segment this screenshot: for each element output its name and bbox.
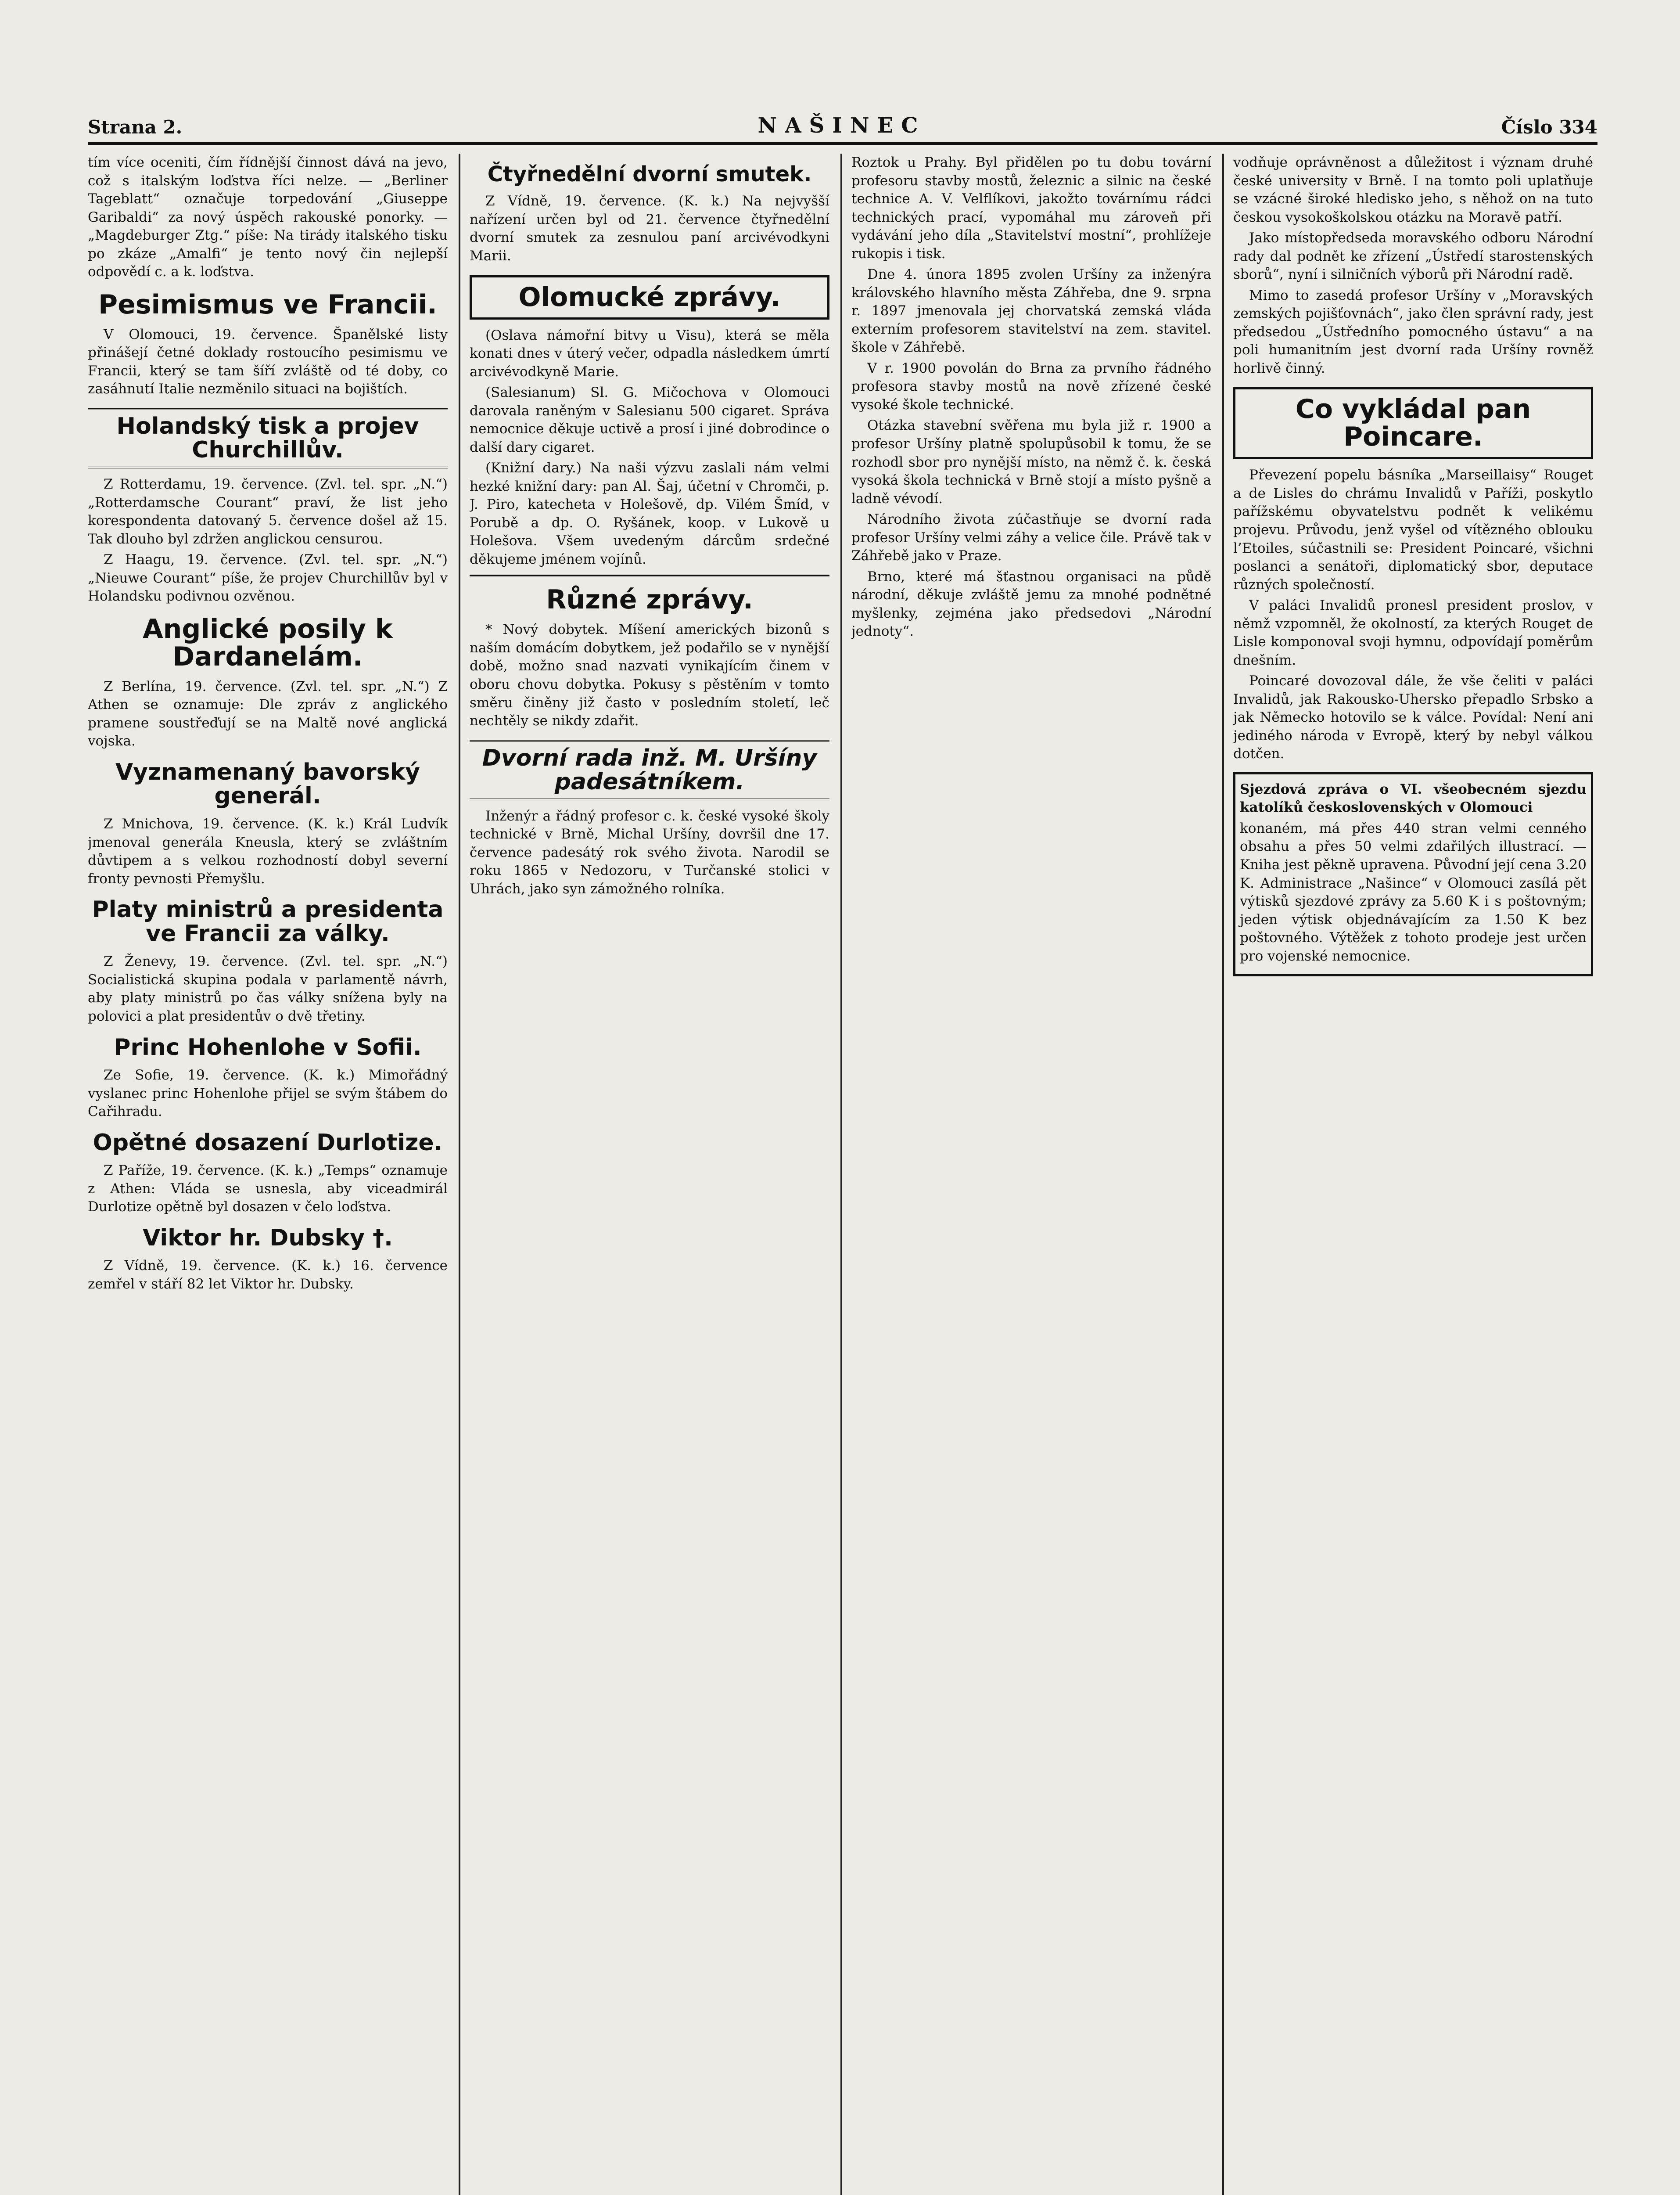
headline: Holandský tisk a projev Churchillův. bbox=[88, 408, 448, 468]
article-text: Z Ženevy, 19. července. (Zvl. tel. spr. „N.“) Socialistická skupina podala v parlamentě návrh, aby platy ministrů po čas války snížena byly na polovici a plat presidentův o dvě třetiny. bbox=[88, 954, 448, 1024]
article-text: Z Vídně, 19. července. (K. k.) Na nejvyšší nařízení určen byl od 21. července čtyřnedělní dvorní smutek za zesnulou paní arcivévodkyni Marii. bbox=[470, 193, 829, 264]
advertisement-text: konaném, má přes 440 stran velmi cenného obsahu a přes 50 velmi zdařilých illustrací. — Kniha jest pěkně upravena. Původní její cena 3.20 K. Administrace „Našince“ v Olomouci zasílá pět výtisků sjezdové zprávy za 5.60 K i s poštovným; jeden výtisk objednávajícím za 1.50 K bez poštovného. Výtěžek z tohoto prodeje jest určen pro vojenské nemocnice. bbox=[1240, 820, 1587, 964]
column-4 bbox=[1233, 154, 1593, 2195]
headline: Pesimismus ve Francii. bbox=[98, 289, 437, 320]
headline: Olomucké zprávy. bbox=[470, 275, 829, 320]
headline: Anglické posily k Dardanelám. bbox=[143, 613, 393, 672]
article-text: V r. 1900 povolán do Brna za prvního řádného profesora stavby mostů na nově zřízené české vysoké škole technické. bbox=[851, 360, 1211, 413]
headline: Princ Hohenlohe v Sofii. bbox=[114, 1034, 422, 1061]
headline: Co vykládal pan Poincare. bbox=[1233, 387, 1593, 459]
article-text: (Knižní dary.) Na naši výzvu zaslali nám velmi hezké knižní dary: pan Al. Šaj, účetní v Chromči, p. J. Piro, katecheta v Holešově, dp. Vilém Šmíd, v Porubě a dp. O. Ryšánek, koop. v Lukově u Holešova. Všem uvedeným dárcům srdečné děkujeme jménem vojínů. bbox=[470, 460, 829, 567]
advertisement-title: Sjezdová zpráva o VI. všeobecném sjezdu katolíků československých v Olomouci bbox=[1240, 781, 1587, 816]
article-text: V Olomouci, 19. července. Španělské listy přinášejí četné doklady rostoucího pesimismu ve Francii, který se tam šíří zvláště od té doby, co zasáhnutí Italie nezměnilo situaci na bojištích. bbox=[88, 326, 448, 397]
headline: Vyznamenaný bavorský generál. bbox=[115, 759, 420, 810]
article-text: (Oslava námořní bitvy u Visu), která se měla konati dnes v úterý večer, odpadla následkem úmrtí arcivévodkyně Marie. bbox=[470, 327, 829, 380]
article-text: Brno, které má šťastnou organisaci na půdě národní, děkuje zvláště jemu za mnohé podnětné myšlenky, zejména jako předsedovi „Národní jednoty“. bbox=[851, 569, 1211, 640]
headline: Viktor hr. Dubsky †. bbox=[143, 1224, 393, 1251]
article-text: Otázka stavební svěřena mu byla již r. 1900 a profesor Uršíny platně spolupůsobil k tomu, že se rozhodl sbor pro nynější místo, na němž č. k. česká vysoká škola technická v Brně stojí a místo pyšně a ladně vévodí. bbox=[851, 417, 1211, 507]
article-text: Inženýr a řádný profesor c. k. české vysoké školy technické v Brně, Michal Uršíny, dovršil dne 17. července padesátý rok svého života. Narodil se roku 1865 v Nedozoru, v Turčanské stolici v Uhrách, jako syn zámožného rolníka. bbox=[470, 808, 829, 897]
column-rule bbox=[840, 154, 842, 2195]
article-text: Poincaré dovozoval dále, že vše čeliti v paláci Invalidů, jak Rakousko-Uhersko přepadlo Srbsko a jak Německo hotovilo se k válce. Povídal: Není ani jediného národa v Evropě, který by nebyl válkou dotčen. bbox=[1233, 673, 1593, 762]
article-text: Jako místopředseda moravského odboru Národní rady dal podnět ke zřízení „Ústředí starostenských sborů“, nyní i silničních výborů při Národní radě. bbox=[1233, 230, 1593, 283]
headline: Dvorní rada inž. M. Uršíny padesátníkem. bbox=[470, 740, 829, 800]
article-text: Mimo to zasedá profesor Uršíny v „Moravských zemských pojišťovnách“, jako člen správní rady, jest předsedou „Ústředního pomocného ústavu“ a na poli humanitním jest dvorní rada Uršíny rovněž horlivě činný. bbox=[1233, 287, 1593, 376]
article-text: (Salesianum) Sl. G. Mičochova v Olomouci darovala raněným v Salesianu 500 cigaret. Správa nemocnice děkuje uctivě a prosí i jiné dobrodince o další dary cigaret. bbox=[470, 385, 829, 455]
column-rule bbox=[1222, 154, 1224, 2195]
headline: Čtyřnedělní dvorní smutek. bbox=[487, 162, 812, 187]
advertisement-box bbox=[1233, 772, 1593, 976]
page-number: Strana 2. bbox=[88, 116, 183, 138]
newspaper-title: NAŠINEC bbox=[757, 113, 926, 138]
masthead bbox=[88, 110, 1597, 145]
article-text: Z Vídně, 19. července. (K. k.) 16. července zemřel v stáří 82 let Viktor hr. Dubsky. bbox=[88, 1258, 448, 1292]
article-text: tím více oceniti, čím řídnější činnost dává na jevo, což s italským loďstva říci nelze. — „Berliner Tageblatt“ označuje torpedování „Giuseppe Garibaldi“ za nový úspěch rakouské ponorky. — „Magdeburger Ztg.“ píše: Na tirády italského tisku po zkáze „Amalfi“ je tento nový čin nejlepší odpovědí c. a k. loďstva. bbox=[88, 155, 448, 280]
headline: Různé zprávy. bbox=[546, 584, 753, 615]
headline: Opětné dosazení Durlotize. bbox=[93, 1129, 443, 1156]
article-text: Z Mnichova, 19. července. (K. k.) Král Ludvík jmenoval generála Kneusla, který se zvláštním důvtipem a s velkou rozhodností dobyl severní fronty pevnosti Přemyšlu. bbox=[88, 816, 448, 887]
column-1 bbox=[88, 154, 448, 2195]
article-text: Z Paříže, 19. července. (K. k.) „Temps“ oznamuje z Athen: Vláda se usnesla, aby viceadmirál Durlotize opětně byl dosazen v čelo loďstva. bbox=[88, 1162, 448, 1215]
issue-number: Číslo 334 bbox=[1501, 116, 1597, 138]
column-3 bbox=[851, 154, 1211, 2195]
column-rule bbox=[459, 154, 460, 2195]
article-text: Z Rotterdamu, 19. července. (Zvl. tel. spr. „N.“) „Rotterdamsche Courant“ praví, že list jeho korespondenta datovaný 5. července došel až 15. Tak dlouho byl zdržen anglickou censurou. bbox=[88, 476, 448, 547]
article-text: Národního života zúčastňuje se dvorní rada profesor Uršíny velmi záhy a velice čile. Právě tak v Záhřebě jako v Praze. bbox=[851, 511, 1211, 564]
article-text: V paláci Invalidů pronesl president proslov, v němž vzpomněl, že okolností, za kterých Rouget de Lisle komponoval svoji hymnu, odpovídají poměrům dnešním. bbox=[1233, 597, 1593, 668]
newspaper-page bbox=[88, 110, 1597, 2195]
article-text: Převezení popelu básníka „Marseillaisy“ Rouget a de Lisles do chrámu Invalidů v Paříži, poskytlo pařížskému obyvatelstvu podnět k velikému projevu. Průvodu, jenž vyšel od vítězného oblouku l’Etoiles, súčastnili se: President Poincaré, všichni poslanci a senátoři, diplomatický sbor, deputace různých společností. bbox=[1233, 467, 1593, 593]
article-text: Ze Sofie, 19. července. (K. k.) Mimořádný vyslanec princ Hohenlohe přijel se svým štábem do Cařihradu. bbox=[88, 1067, 448, 1120]
headline: Platy ministrů a presidenta ve Francii za války. bbox=[92, 896, 444, 947]
article-text: vodňuje oprávněnost a důležitost i význam druhé české university v Brně. I na tomto poli uplatňuje se vzácné široké hledisko jeho, s něhož on na tuto českou vysokoškolskou otázku na Moravě patří. bbox=[1233, 155, 1593, 225]
article-text: Z Berlína, 19. července. (Zvl. tel. spr. „N.“) Z Athen se oznamuje: Dle zpráv z anglického pramene soustřeďují se na Maltě nové anglická vojska. bbox=[88, 678, 448, 749]
article-text: * Nový dobytek. Míšení amerických bizonů s naším domácím dobytkem, jež podařilo se v nynější době, možno snad nazvati vynikajícím činem v oboru chovu dobytka. Pokusy s pěstěním v tomto směru činěny již často v posledním století, leč nechtěly se nikdy zdařit. bbox=[470, 622, 829, 729]
divider bbox=[470, 575, 829, 576]
column-2 bbox=[470, 154, 829, 2195]
article-text: Dne 4. února 1895 zvolen Uršíny za inženýra královského hlavního města Záhřeba, dne 9. srpna r. 1897 jmenovala jej chorvatská zemská vláda externím profesorem stavitelství na zem. stavitel. škole v Záhřebě. bbox=[851, 266, 1211, 356]
article-text: Roztok u Prahy. Byl přidělen po tu dobu tovární profesoru stavby mostů, železnic a silnic na české technice A. V. Velflíkovi, jakožto továrnímu rádci technických prací, vypomáhal mu zároveň při vydávání jeho díla „Stavitelství mostní“, prohlížeje rukopis i tisk. bbox=[851, 155, 1211, 262]
article-text: Z Haagu, 19. července. (Zvl. tel. spr. „N.“) „Nieuwe Courant“ píše, že projev Churchillův byl v Holandsku podivnou ozvěnou. bbox=[88, 552, 448, 605]
